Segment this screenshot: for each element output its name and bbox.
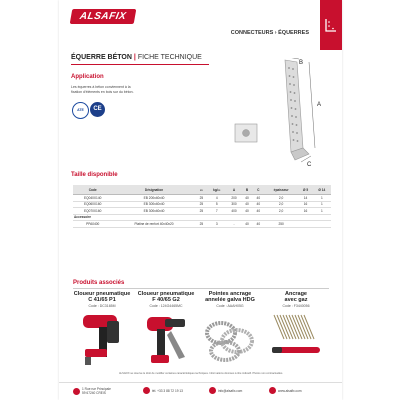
col-c: C (253, 185, 264, 195)
disclaimer: ALSAFIX se réserve le droit de modifier certaines caractéristiques techniques. Informations données à titre indicatif. Photos non contractuelles. (118, 372, 284, 375)
product-code: Code : F3440056 (282, 304, 310, 308)
breadcrumb: CONNECTEURS › ÉQUERRES (230, 30, 309, 36)
product-card-3[interactable] (199, 291, 261, 367)
nailer-icon (141, 311, 191, 367)
footer-phone[interactable]: tél. +33 3 88 72 19 13 (143, 387, 183, 394)
col-thickness: épaisseur (264, 185, 298, 195)
product-card-4[interactable] (265, 291, 327, 367)
title-separator: | (133, 54, 136, 61)
location-icon (73, 388, 80, 395)
size-table (73, 185, 331, 228)
footer-address: 1 Rue rue Principale 59 67240 CREIS (73, 387, 111, 395)
col-b: B (241, 185, 252, 195)
box-icon: ▭ (217, 187, 221, 192)
phone-icon (143, 387, 150, 394)
table-header-row (73, 185, 331, 195)
angle-bracket-vertical (285, 60, 303, 152)
ate-badge-label: ATE (77, 108, 84, 112)
ate-badge (72, 102, 89, 119)
col-box-icon (196, 185, 207, 195)
dimension-label-a: A (317, 102, 322, 108)
product-code: Code : 124G4465MC (149, 304, 183, 308)
col-a: A (227, 185, 242, 195)
dimension-label-c: C (307, 162, 312, 168)
col-weight: kg/▭ (207, 185, 227, 195)
application-text: Les équerres à béton conviennent à la fixation d'éléments en bois sur du béton. (71, 85, 134, 94)
product-code: Code : DC3165M (88, 304, 116, 308)
footer (59, 382, 342, 400)
product-name: Pointes ancrage annelée galva HDG (205, 291, 255, 303)
table-heading: Taille disponible (71, 172, 118, 178)
product-card-2[interactable] (135, 291, 197, 367)
title-underline (71, 64, 209, 65)
mail-icon (209, 387, 216, 394)
application-heading: Application (71, 74, 104, 80)
brand-logo: ALSAFIX (70, 9, 137, 24)
product-drawing (229, 58, 329, 168)
table-row-accessory: PPA0400 Platine de renfort 40x40x20 25 3 - 40 40 250 (73, 221, 331, 228)
products-heading: Produits associés (73, 280, 125, 286)
header (59, 0, 342, 50)
nail-coil-icon (203, 311, 257, 367)
ce-badge (90, 102, 105, 117)
anchor-gas-icon (268, 311, 324, 367)
table-row: EQ070X160 EB 300x40x40 25 7 400 40 40 2,0 16 1 (73, 208, 331, 215)
datasheet-page (59, 0, 342, 400)
table-row: EQ060X160 EB 300x40x40 25 5 300 40 40 2,0 16 1 (73, 201, 331, 208)
product-name: Cloueur pneumatique C 41/65 P1 (73, 291, 131, 303)
col-code: Code (73, 185, 112, 195)
category-tab (320, 0, 342, 50)
col-designation: Désignation (112, 185, 195, 195)
bracket-icon (325, 18, 337, 32)
title-sub: FICHE TECHNIQUE (137, 54, 202, 61)
globe-icon (269, 387, 276, 394)
col-d5: Ø 5 (298, 185, 313, 195)
accessory-subheader: Accessoire (73, 214, 331, 221)
product-code: Code : AAAH05G (216, 304, 244, 308)
products-divider (73, 288, 329, 289)
col-d14: Ø 14 (313, 185, 331, 195)
product-name: Cloueur pneumatique F 40/65 G2 (137, 291, 195, 303)
product-card-1[interactable] (71, 291, 133, 367)
dimension-label-b: B (299, 60, 304, 66)
product-name: Ancrage avec gaz (284, 291, 308, 303)
footer-website[interactable]: www.alsafix.com (269, 387, 302, 394)
box-icon: ▭ (199, 187, 203, 192)
ce-badge-label: CE (93, 106, 102, 112)
footer-email[interactable]: info@alsafix.com (209, 387, 242, 394)
title-main: ÉQUERRE BÉTON (71, 54, 132, 61)
nailer-icon (77, 311, 127, 367)
page-title (71, 54, 202, 61)
table-row: EQ040X140 EB 200x40x40 25 4 200 40 40 2,0 14 1 (73, 195, 331, 202)
